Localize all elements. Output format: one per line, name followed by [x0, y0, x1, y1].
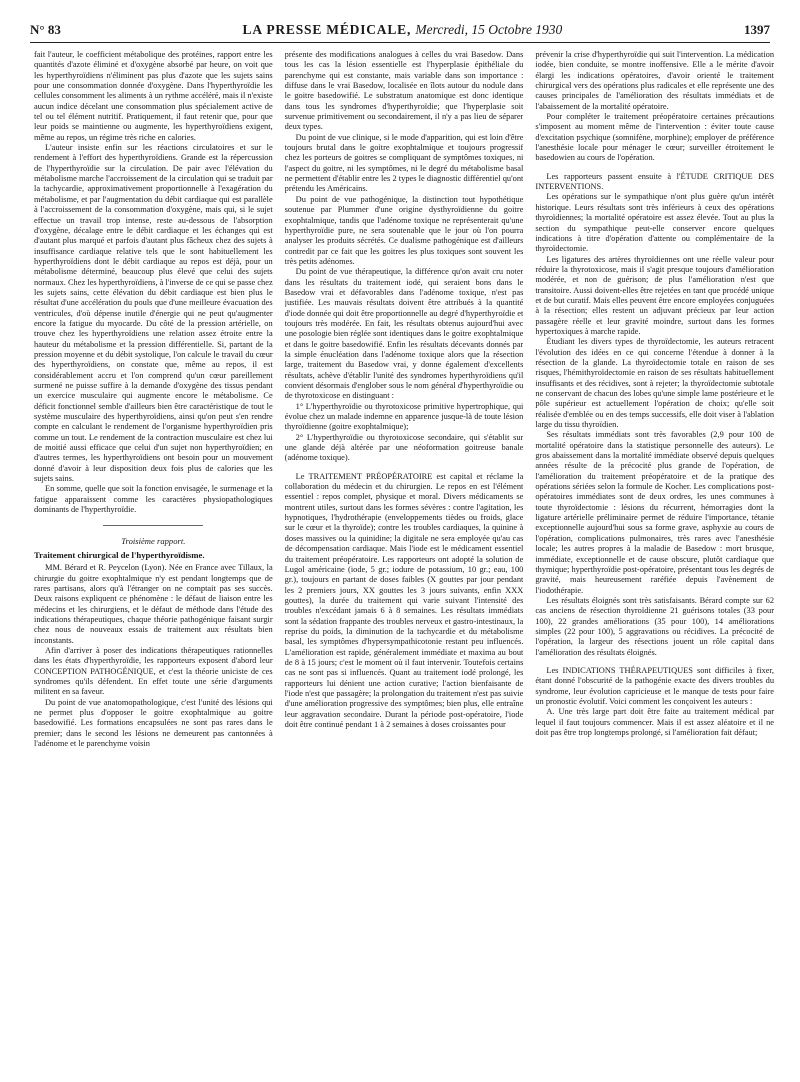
column-2	[285, 50, 524, 1068]
section-divider	[103, 525, 203, 526]
journal-title	[243, 22, 563, 38]
paragraph: MM. Bérard et R. Peycelon (Lyon). Née en France avec Tillaux, la chirurgie du goitre exophtalmique n'y est pendant longtemps que de rares partisans, alors qu'à l'étranger on ne comptait pas ses succès. Deux raisons expliquent ce phénomène : le défaut de liaison entre les médecins et les chirurgiens, et le défaut de méthode dans l'étude des indications thérapeutiques, chaque théorie pathogénique faisant surgir chez nous de nouveaux essais de traitement aux résultats bien inconstants.	[34, 563, 273, 645]
paragraph: Du point de vue clinique, si le mode d'apparition, qui est loin d'être toujours brutal dans le goitre exophtalmique et toujours progressif chez les porteurs de goitres se compliquant de symptômes toxiques, ni l'aspect du goitre, ni les symptômes, ni le degré du métabolisme basal ne permettent d'établir entre les 2 types le diagnostic différentiel qu'ont prétendu les Américains.	[284, 132, 524, 194]
page-number: 1397	[744, 22, 770, 37]
paragraph: Du point de vue pathogénique, la distinction tout hypothétique soutenue par Plummer d'une origine dysthyroïdienne du goitre exophtalmique, tandis que l'adénome toxique ne représenterait qu'une hyperthyroïdie pure, ne sera soutenable que le jour où l'on pourra analyser les produits sécrétés. Ce dualisme pathogénique est d'ailleurs contredit par ce fait que les goitres les plus toxiques sont souvent les très petits adénomes.	[284, 194, 524, 266]
paragraph: Du point de vue anatomopathologique, c'est l'unité des lésions qui ne permet plus d'opposer le goitre exophtalmique au goitre basedowifié. Les formations encapsulées ne sont pas rares dans le premier; dans le second les lésions ne demeurent pas cantonnées à l'adénome et le parenchyme voisin	[34, 697, 273, 748]
paragraph: Les rapporteurs passent ensuite à l'ÉTUDE CRITIQUE DES INTERVENTIONS.	[535, 171, 775, 192]
paragraph: Du point de vue thérapeutique, la différence qu'on avait cru noter dans les résultats du traitement iodé, qui seraient bons dans le Basedow vrai et défavorables dans l'adénome toxique, n'est pas justifiée. Les mauvais résultats doivent être attribués à la quantité d'iode donnée qui doit être proportionnelle au degré d'hyperthyroïdie et toujours très modérée. En fait, les résultats obtenus aujourd'hui avec une posologie bien réglée sont identiques dans le goitre exophtalmique et dans le goitre basedowifié. Enfin les résultats décevants donnés par la simple énucléation dans l'adénome toxique alors que la résection large, traitement du Basedow vrai, y donne également d'excellents résultats, achève d'établir l'unité des syndromes hyperthyroïdiens qu'il convient désormais d'englober sous le nom général d'hyperthyroïdie ou de thyrotoxicose en distinguant :	[284, 267, 524, 401]
issue-date: Mercredi, 15 Octobre 1930	[415, 22, 563, 37]
journal-name: LA PRESSE MÉDICALE,	[242, 22, 412, 37]
paragraph: En somme, quelle que soit la fonction envisagée, le surmenage et la fatigue apparaissent comme les caractères physiopathologiques dominants de l'hyperthyroïdie.	[34, 484, 273, 515]
paragraph: Les INDICATIONS THÉRAPEUTIQUES sont difficiles à fixer, étant donné l'obscurité de la pathogénie exacte des divers troubles du syndrome, leur évolution capricieuse et le manque de tests pour faire un pronostic évolutif. Voici comment les conçoivent les auteurs :	[535, 665, 775, 706]
paragraph: Les ligatures des artères thyroïdiennes ont une réelle valeur pour réduire la thyrotoxicose, mais il s'agit presque toujours d'amélioration modérée, et non de guérison; de plus l'amélioration n'est que transitoire. Aussi doivent-elles être rejetées en tant que procédé unique et de but curatif. Mais elles peuvent être encore employées conjuguées à la résection; elles restent un adjuvant précieux par leur action passagère réelle et leur gravité moindre, surtout dans les formes hypertoxiques à marche rapide.	[535, 254, 775, 336]
column-1	[34, 50, 273, 1068]
paragraph: Pour compléter le traitement préopératoire certaines précautions s'imposent au moment même de l'intervention : éviter toute cause d'excitation psychique (somnifène, morphine); employer de préférence l'anesthésie locale pour ménager le cœur; surveiller étroitement le basedowien au cours de l'opération.	[535, 112, 775, 163]
paragraph: Les résultats éloignés sont très satisfaisants. Bérard compte sur 62 cas anciens de résection thyroïdienne 21 guérisons totales (33 pour 100), 22 grandes améliorations (35 pour 100), 14 améliorations simples (22 pour 100), 5 aggravations ou récidives. La précocité de l'opération, la largeur des résections jouent un rôle capital dans l'amélioration des résultats éloignés.	[535, 595, 775, 657]
column-3	[535, 50, 774, 1068]
paragraph: A. Une très large part doit être faite au traitement médical par lequel il faut toujours commencer. Mais il est assez aléatoire et il ne doit pas être trop longtemps prolongé, si l'amélioration fait défaut;	[535, 707, 775, 737]
paragraph: présente des modifications analogues à celles du vrai Basedow. Dans tous les cas la lésion essentielle est l'hyperplasie épithéliale du parenchyme qui est constante, mais variable dans son importance : diffuse dans le vrai Basedow, localisée en îlots autour du nodule dans le goitre basedowifié. Le substratum anatomique est donc identique dans tous les syndromes d'hyperthyroïdie; que l'hyperplasie soit survenue primitivement ou secondairement, il n'y a pas lieu de séparer deux types.	[284, 50, 524, 132]
page-header	[30, 18, 770, 43]
paragraph: 2° L'hyperthyroïdie ou thyrotoxicose secondaire, qui s'établit sur une glande déjà altérée par une néoformation goitreuse banale (adénome toxique).	[284, 432, 524, 463]
paragraph: Ses résultats immédiats sont très favorables (2,9 pour 100 de mortalité opératoire dans la statistique personnelle des auteurs). Le gros abaissement dans la mortalité immédiate observé depuis quelques années résulte de la précocité plus grande de l'opération, de l'amélioration du traitement préopératoire et de la pratique des opérations sériées selon la formule de Kocher. Les complications post-opératoires immédiates sont de deux ordres, les unes communes à toute thyroïdectomie : lésions du récurrent, hémorragies dont la ligature artérielle préliminaire permet de réduire l'importance, tétanie exceptionnelle aujourd'hui sous sa forme grave, asphyxie au cours de l'opération, complications pulmonaires, très rares avec l'anesthésie locale; les autres propres à la maladie de Basedow : mort brusque, immédiate, exceptionnelle et de cause obscure, plutôt cardiaque que thymique; hyperthyroïdie post-opératoire, présentant tous les degrés de gravité, mais heureusement raréfiée depuis l'avènement de l'iodothérapie.	[535, 430, 775, 595]
report-subtitle: Traitement chirurgical de l'hyperthyroïdisme.	[34, 549, 205, 560]
paragraph: prévenir la crise d'hyperthyroïdie qui suit l'intervention. La médication iodée, bien conduite, se montre inoffensive. Elle a le mérite d'avoir élargi les indications opératoires, d'avoir orienté le traitement chirurgical vers des opérations plus radicales et elle représente une des causes principales de l'amélioration des résultats immédiats et de l'abaissement de la mortalité opératoire.	[535, 50, 775, 111]
paragraph: 1° L'hyperthyroïdie ou thyrotoxicose primitive hypertrophique, qui évolue chez un malade indemne en apparence jusque-là de toute lésion thyroïdienne (goitre exophtalmique);	[284, 401, 524, 432]
paragraph: Afin d'arriver à poser des indications thérapeutiques rationnelles dans les états d'hyperthyroïdie, les rapporteurs exposent d'abord leur CONCEPTION PATHOGÉNIQUE, et c'est la théorie uniciste de ces syndromes qu'ils défendent. En effet toute une série d'arguments militent en sa faveur.	[34, 645, 273, 697]
paragraph: Les opérations sur le sympathique n'ont plus guère qu'un intérêt historique. Leurs résultats sont très inférieurs à ceux des opérations thyroïdiennes; la mortalité opératoire est assez élevée. Tout au plus la section du sympathique peut-elle conserver encore quelques indications à titre d'opération d'attente ou complémentaire de la thyroïdectomie.	[535, 192, 775, 254]
paragraph: fait l'auteur, le coefficient métabolique des protéines, rapport entre les quantités d'azote éliminé et d'oxygène absorbé par heure, on voit que les hyperthyroïdiens n'éliminent pas plus d'azote que les sujets sains pour une consommation donnée d'oxygène. Dans l'hyperthyroïdie les cellules consomment les aliments à un rythme accéléré, mais il n'existe aucun indice décelant une consommation plus spécialement active de tel ou tel élément nutritif. Pratiquement, il faut retenir que, pour que leur poids se maintienne ou augmente, les hyperthyroïdiens exigent, même au repos, un régime très riche en calories.	[34, 50, 273, 142]
issue-number: N° 83	[30, 22, 61, 37]
paragraph: Le TRAITEMENT PRÉOPÉRATOIRE est capital et réclame la collaboration du médecin et du chirurgien. Le repos en est l'élément essentiel : repos complet, physique et moral. Divers médicaments se montrent utiles, surtout dans les formes sévères : contre l'agitation, les hypnotiques, l'hydrothérapie (enveloppements tièdes ou froids, glace sur le cœur et la thyroïde); contre les troubles cardiaques, la quinine à doses massives ou la quinidine; la digitale ne sera employée qu'au cas de décompensation cardiaque. Mais l'iode est le médicament essentiel du traitement préopératoire. Les rapporteurs ont adopté la solution de Lugol américaine (iode, 5 gr.; iodure de potassium, 10 gr.; eau, 100 gr.), toujours en partant de doses faibles (X gouttes par jour pendant les 2 premiers jours, XX gouttes les 3 jours suivants, enfin XXX gouttes), la durée du traitement qui varie suivant l'intensité des troubles n'excédant jamais 6 à 8 semaines. Les résultats immédiats sont la sédation frappante des troubles nerveux et gastro-intestinaux, la reprise du poids, la diminution de la tachycardie et du métabolisme basal, les symptômes d'hypersympathicotonie restant peu influencés. L'amélioration est rapide, généralement immédiate et maxima au bout de 8 à 15 jours; c'est le moment où il faut intervenir. Toutefois certains cas ne sont pas si influencés. Quant au traitement iodé prolongé, les rapporteurs lui dénient une action curative; l'action bienfaisante de l'iode n'est que passagère; la prolongation du traitement n'est pas suivie d'une amélioration progressive des symptômes; bien plus, elle entraîne leur aggravation secondaire. Durant la période post-opératoire, l'iode doit être continué pendant 1 à 2 semaines à doses croissantes pour	[284, 471, 524, 729]
report-title: Troisième rapport.	[121, 536, 186, 547]
paragraph: Étudiant les divers types de thyroïdectomie, les auteurs retracent l'évolution des idées en ce qui concerne l'étendue à donner à la résection de la glande. La thyroïdectomie totale en raison de ses risques, l'hémithyroïdectomie en raison de ses résultats habituellement insuffisants et des récidives, sont à rejeter; la thyroïdectomie subtotale ne conservant de chacun des lobes qu'une simple lame postérieure et le pôle supérieur est actuellement l'opération de choix; qu'elle soit réalisée d'emblée ou en des temps successifs, elle doit viser à l'ablation large du tissu thyroïdien.	[535, 337, 775, 430]
article-columns	[34, 50, 774, 1068]
paragraph: L'auteur insiste enfin sur les réactions circulatoires et sur le rendement à l'effort des hyperthyroïdiens. Grande est la répercussion de l'hyperthyroïdie sur la circulation. De pair avec l'élévation du métabolisme marche l'accroissement de la circulation qui se traduit par la tachycardie, approximativement proportionnelle à l'exagération du métabolisme, et par l'augmentation du débit cardiaque qui est parallèle à l'accroissement de la consommation d'oxygène, mais qui, si le sujet effectue un travail trop intense, reste au-dessous de l'absorption d'oxygène, décalage entre le débit cardiaque et les échanges qui est d'autant plus marqué et parfois d'autant plus fâcheux chez des sujets à insuffisance cardiaque relative tels que le sont habituellement les hyperthyroïdiens dont le débit cardiaque au repos est déjà, pour un métabolisme déterminé, beaucoup plus élevé que celui des sujets normaux. Chez les hyperthyroïdiens, à l'inverse de ce qui se passe chez les sujets sains, cette élévation du débit cardiaque est bien plus le résultat d'une accélération du pouls que d'une meilleure évacuation des ventricules, d'où dépense inutile d'énergie qui ne peut qu'augmenter encore la fatigue du myocarde. Du côté de la pression artérielle, on trouve chez les hyperthyroïdiens une relation assez étroite entre la hauteur du métabolisme et la pression différentielle. Si, partant de la pression moyenne et du débit systolique, l'on calcule le travail du cœur des hyperthyroïdiens, on constate que, même au repos, il est considérablement accru et l'on comprend qu'un cœur pareillement surmené ne puisse suffire à la demande d'oxygène des tissus pendant un exercice musculaire qui augmente encore le métabolisme. Ce déficit fonctionnel semble d'ailleurs bien être caractéristique de tout le système musculaire des hyperthyroïdiens, ainsi qu'on peut s'en rendre compte en calculant le rendement de l'organisme hyperthyroïdien pris comme un tout. Le rendement de la contraction musculaire est chez lui de moitié aussi efficace que celui d'un sujet non hyperthyroïdien; en d'autres termes, les hyperthyroïdiens ont besoin pour un mouvement donné d'avoir à leur disposition deux fois plus de calories que les sujets sains.	[34, 143, 273, 484]
